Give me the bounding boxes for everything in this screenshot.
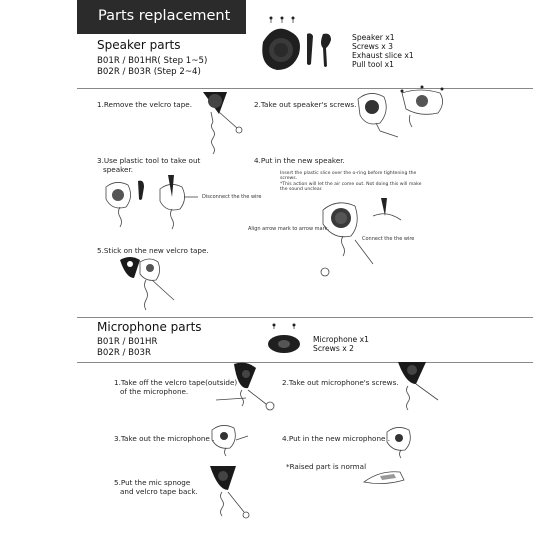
screw-icon bbox=[273, 324, 296, 330]
speaker-parts-illustration bbox=[255, 14, 345, 74]
speaker-step-1-illustration bbox=[185, 88, 250, 158]
speaker-parts-list bbox=[352, 33, 414, 69]
raised-part-note: *Raised part is normal bbox=[286, 462, 367, 471]
speaker-step-2: 2.Take out speaker's screws. bbox=[254, 100, 357, 109]
disconnect-wire-note: Disconnect the the wire bbox=[202, 194, 262, 200]
note-line: Insert the plastic slice over the o-ring before tightening the bbox=[280, 171, 417, 176]
step-text-line: and velcro tape back. bbox=[120, 487, 198, 496]
step-text-line: 3.Use plastic tool to take out bbox=[97, 156, 201, 165]
speaker-section-title: Speaker parts bbox=[97, 38, 181, 52]
speaker-step-3-illustration bbox=[100, 175, 200, 240]
part-item: Microphone x1 bbox=[313, 335, 369, 344]
note-line: *This action will let the air come out. Not doing this will make bbox=[280, 181, 422, 187]
align-arrow-note: Align arrow mark to arrow mark. bbox=[248, 226, 330, 232]
exhaust-slice-icon bbox=[307, 33, 313, 65]
speaker-models-line-1: B01R / B01HR( Step 1~5) bbox=[97, 56, 208, 66]
raised-part-illustration bbox=[360, 466, 408, 488]
part-item: Screws x 2 bbox=[313, 344, 354, 353]
microphone-parts-illustration bbox=[264, 322, 308, 354]
part-item: Exhaust slice x1 bbox=[352, 51, 414, 60]
section-divider bbox=[77, 362, 533, 363]
microphone-step-1-illustration bbox=[212, 360, 282, 418]
velcro-tape-icon bbox=[120, 257, 140, 278]
speaker-step-4-illustration bbox=[315, 192, 410, 277]
speaker-step-2-illustration bbox=[350, 85, 460, 145]
microphone-step-3-illustration bbox=[208, 420, 252, 460]
speaker-step-5-illustration bbox=[118, 254, 188, 314]
section-divider bbox=[77, 317, 533, 318]
microphone-step-4: 4.Put in the new microphone . bbox=[282, 434, 390, 443]
speaker-step-4: 4.Put in the new speaker. bbox=[254, 156, 345, 165]
step-text-line: 1.Take off the velcro tape(outside) bbox=[114, 378, 238, 387]
microphone-models-line-2: B02R / B03R bbox=[97, 348, 151, 358]
microphone-step-4-illustration bbox=[383, 424, 423, 460]
note-line: the sound unclear. bbox=[280, 187, 323, 193]
screw-icon bbox=[270, 17, 295, 24]
section-divider bbox=[77, 88, 533, 89]
microphone-parts-list bbox=[313, 335, 369, 353]
microphone-section-title: Microphone parts bbox=[97, 320, 202, 334]
part-item: Screws x 3 bbox=[352, 42, 393, 51]
speaker-step-5: 5.Stick on the new velcro tape. bbox=[97, 246, 209, 255]
microphone-step-5 bbox=[114, 478, 198, 496]
page-title: Parts replacement bbox=[98, 8, 231, 24]
step-text-line: speaker. bbox=[103, 165, 134, 174]
part-item: Speaker x1 bbox=[352, 33, 395, 42]
microphone-step-3: 3.Take out the microphone . bbox=[114, 434, 215, 443]
part-item: Pull tool x1 bbox=[352, 60, 395, 69]
microphone-step-2: 2.Take out microphone's screws. bbox=[282, 378, 399, 387]
speaker-models-line-2: B02R / B03R (Step 2~4) bbox=[97, 67, 201, 77]
step-text-line: of the microphone. bbox=[120, 387, 189, 396]
note-line: screws. bbox=[280, 176, 298, 182]
microphone-step-5-illustration bbox=[200, 462, 258, 524]
pull-tool-icon bbox=[321, 34, 331, 67]
microphone-step-2-illustration bbox=[392, 358, 448, 418]
speaker-step-3 bbox=[97, 156, 200, 174]
speaker-step-1: 1.Remove the velcro tape. bbox=[97, 100, 192, 109]
microphone-models-line-1: B01R / B01HR bbox=[97, 337, 158, 347]
step-text-line: 5.Put the mic spnoge bbox=[114, 478, 191, 487]
pull-tool-icon bbox=[138, 181, 144, 200]
speaker-step-4-note bbox=[280, 171, 421, 193]
connect-wire-note: Connect the the wire bbox=[362, 236, 415, 242]
